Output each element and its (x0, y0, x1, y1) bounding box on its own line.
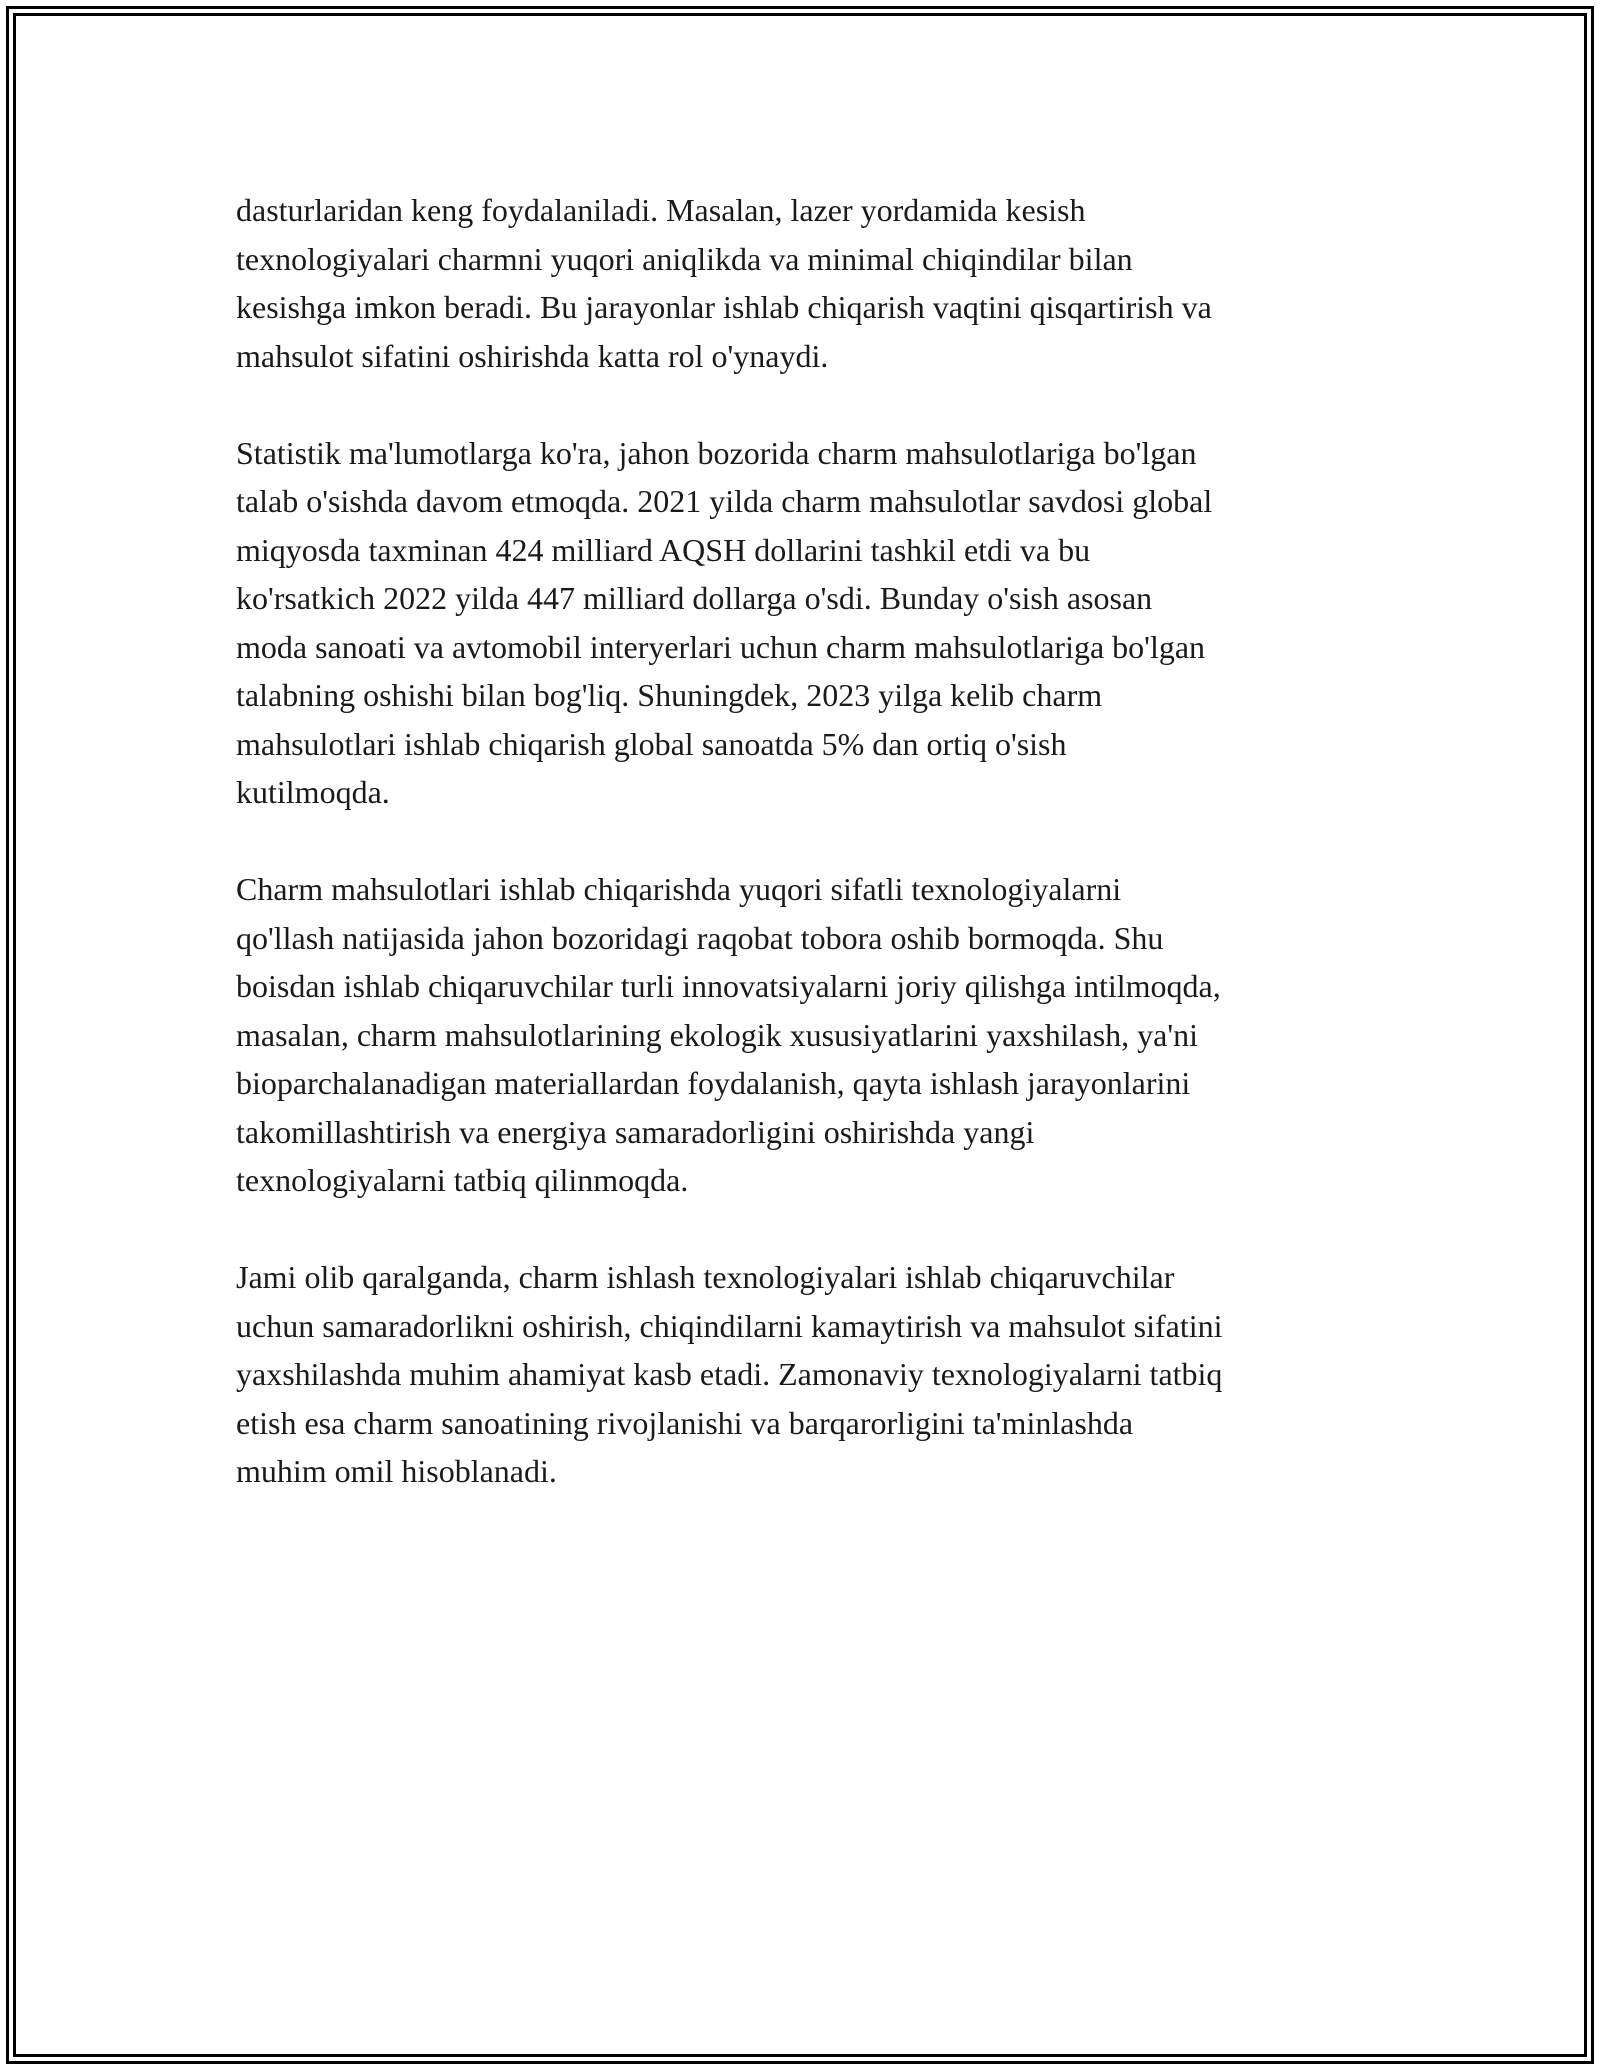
text-line: kutilmoqda. (236, 774, 390, 810)
text-line: talabning oshishi bilan bog'liq. Shuningdek, 2023 yilga kelib charm (236, 677, 1103, 713)
text-line: qo'llash natijasida jahon bozoridagi raqobat tobora oshib bormoqda. Shu (236, 919, 1164, 956)
text-line: mahsulot sifatini oshirishda katta rol o'ynaydi. (236, 337, 829, 374)
text-line: talab o'sishda davom etmoqda. 2021 yilda charm mahsulotlar savdosi global (236, 483, 1213, 519)
text-line: Jami olib qaralganda, charm ishlash texnologiyalari ishlab chiqaruvchilar (236, 1259, 1175, 1295)
text-line: kesishga imkon beradi. Bu jarayonlar ishlab chiqarish vaqtini qisqartirish va (236, 289, 1212, 325)
text-line: mahsulotlari ishlab chiqarish global sanoatda 5% dan ortiq o'sish (236, 725, 1067, 762)
text-line: takomillashtirish va energiya samaradorligini oshirishda yangi (236, 1113, 1035, 1150)
paragraph-3 (236, 865, 1386, 1205)
text-line: boisdan ishlab chiqaruvchilar turli innovatsiyalarni joriy qilishga intilmoqda, (236, 968, 1221, 1004)
text-line: texnologiyalarni tatbiq qilinmoqda. (236, 1162, 689, 1198)
text-line: bioparchalanadigan materiallardan foydalanish, qayta ishlash jarayonlarini (236, 1065, 1191, 1101)
text-line: Statistik ma'lumotlarga ko'ra, jahon bozorida charm mahsulotlariga bo'lgan (236, 434, 1197, 471)
paragraph-2 (236, 429, 1386, 817)
paragraph-1 (236, 186, 1386, 380)
text-line: uchun samaradorlikni oshirish, chiqindilarni kamaytirish va mahsulot sifatini (236, 1307, 1223, 1344)
text-line: Charm mahsulotlari ishlab chiqarishda yuqori sifatli texnologiyalarni (236, 871, 1122, 907)
text-line: yaxshilashda muhim ahamiyat kasb etadi. Zamonaviy texnologiyalarni tatbiq (236, 1356, 1223, 1392)
text-line: masalan, charm mahsulotlarining ekologik xususiyatlarini yaxshilash, ya'ni (236, 1016, 1199, 1053)
paragraph-4 (236, 1253, 1386, 1496)
text-line: texnologiyalari charmni yuqori aniqlikda va minimal chiqindilar bilan (236, 240, 1133, 277)
text-line: dasturlaridan keng foydalaniladi. Masalan, lazer yordamida kesish (236, 192, 1086, 228)
text-line: miqyosda taxminan 424 milliard AQSH dollarini tashkil etdi va bu (236, 531, 1091, 568)
text-line: muhim omil hisoblanadi. (236, 1453, 557, 1489)
text-line: etish esa charm sanoatining rivojlanishi va barqarorligini ta'minlashda (236, 1404, 1134, 1441)
text-line: ko'rsatkich 2022 yilda 447 milliard dollarga o'sdi. Bunday o'sish asosan (236, 580, 1153, 616)
document-body (236, 186, 1386, 1544)
text-line: moda sanoati va avtomobil interyerlari uchun charm mahsulotlariga bo'lgan (236, 628, 1206, 665)
